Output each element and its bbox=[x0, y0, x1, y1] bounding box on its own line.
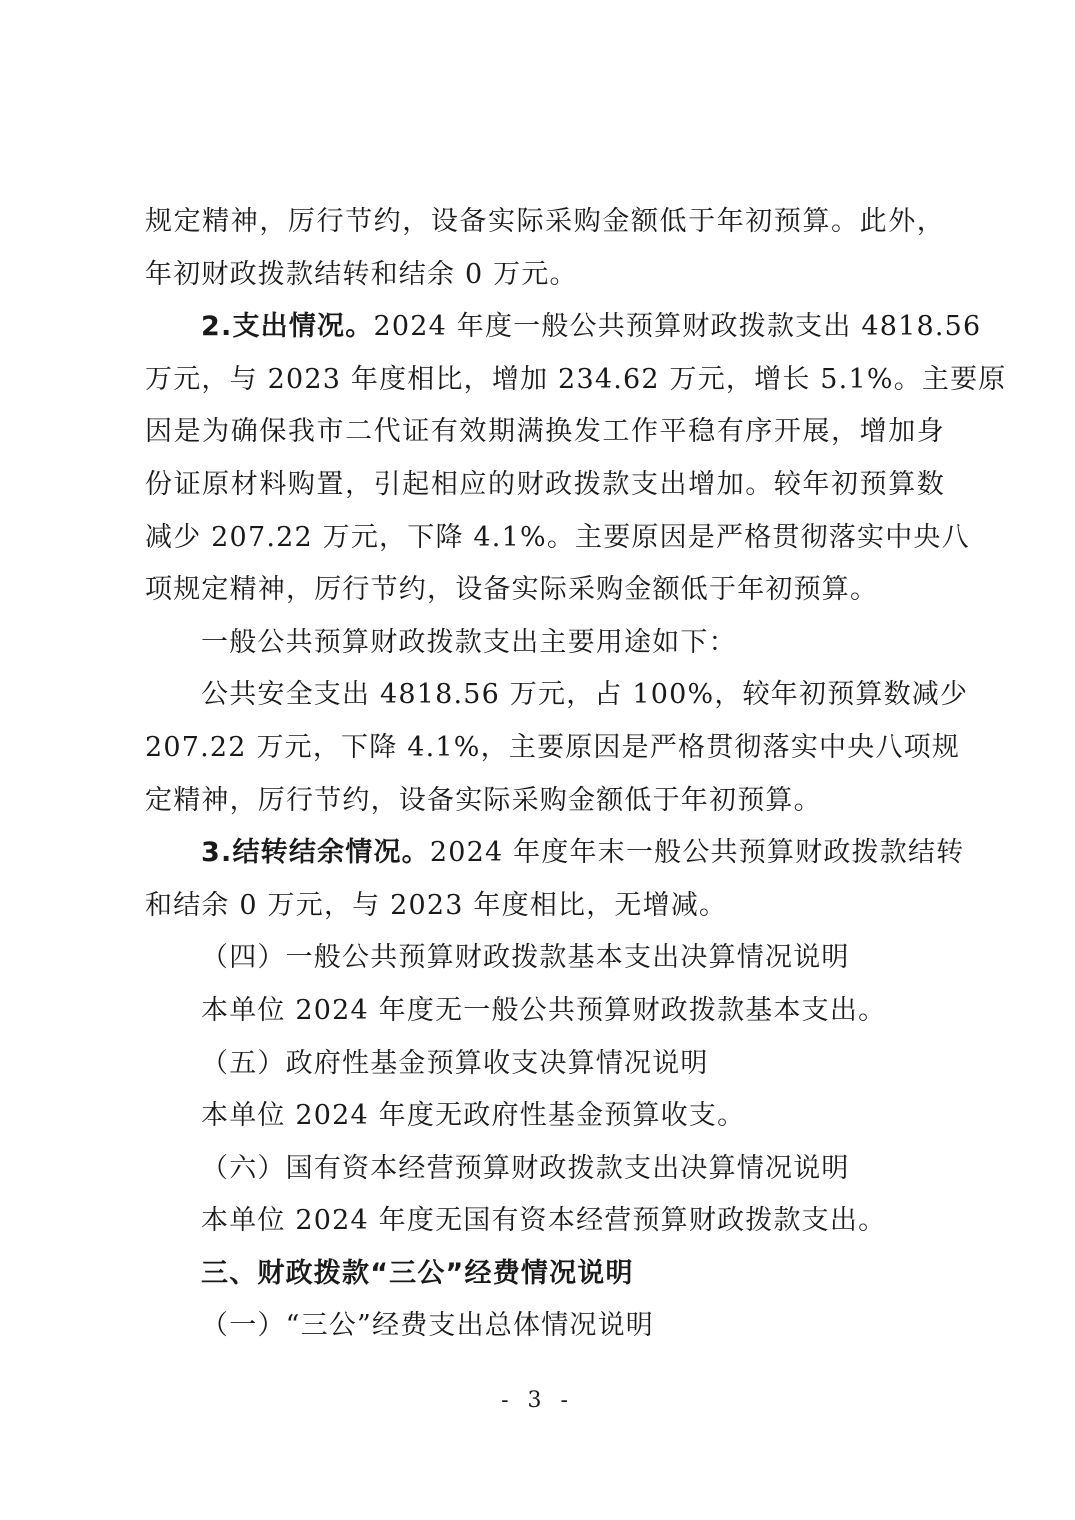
paragraph-line bbox=[145, 196, 945, 249]
paragraph-line bbox=[145, 1090, 945, 1143]
paragraph-line bbox=[145, 880, 945, 933]
paragraph-line bbox=[145, 406, 945, 459]
line-text: 和结余 0 万元，与 2023 年度相比，无增减。 bbox=[145, 889, 728, 921]
line-text: 207.22 万元，下降 4.1%，主要原因是严格贯彻落实中央八项规 bbox=[145, 731, 961, 763]
line-text: 本单位 2024 年度无国有资本经营预算财政拨款支出。 bbox=[201, 1205, 887, 1237]
line-text: 本单位 2024 年度无一般公共预算财政拨款基本支出。 bbox=[201, 994, 887, 1026]
paragraph-line bbox=[145, 617, 945, 670]
subsection-heading bbox=[145, 1143, 945, 1196]
line-text: 因是为确保我市二代证有效期满换发工作平稳有序开展，增加身 bbox=[145, 416, 945, 448]
line-text: （五）政府性基金预算收支决算情况说明 bbox=[201, 1047, 709, 1079]
line-text: 减少 207.22 万元，下降 4.1%。主要原因是严格贯彻落实中央八 bbox=[145, 521, 970, 553]
line-text: 公共安全支出 4818.56 万元，占 100%，较年初预算数减少 bbox=[201, 679, 969, 711]
line-text: 万元，与 2023 年度相比，增加 234.62 万元，增长 5.1%。主要原 bbox=[145, 363, 1007, 395]
line-text: 项规定精神，厉行节约，设备实际采购金额低于年初预算。 bbox=[145, 574, 879, 606]
paragraph-line bbox=[145, 985, 945, 1038]
paragraph-line bbox=[145, 512, 970, 565]
line-text: 2024 年度一般公共预算财政拨款支出 4818.56 bbox=[373, 311, 982, 343]
line-text: 规定精神，厉行节约，设备实际采购金额低于年初预算。此外， bbox=[145, 206, 945, 237]
section-paragraph-expenditure bbox=[145, 301, 982, 354]
subsection-heading bbox=[145, 1038, 945, 1091]
section-label-carryover: 3.结转结余情况。 bbox=[201, 837, 430, 869]
section-paragraph-carryover bbox=[145, 827, 965, 880]
line-text: 定精神，厉行节约，设备实际采购金额低于年初预算。 bbox=[145, 784, 822, 816]
paragraph-line bbox=[145, 722, 961, 775]
line-text: （四）一般公共预算财政拨款基本支出决算情况说明 bbox=[201, 942, 850, 974]
paragraph-line bbox=[145, 249, 945, 302]
line-text: 2024 年度年末一般公共预算财政拨款结转 bbox=[429, 837, 965, 869]
page-number: - 3 - bbox=[501, 1388, 574, 1413]
line-text: 本单位 2024 年度无政府性基金预算收支。 bbox=[201, 1100, 746, 1132]
subsection-heading bbox=[145, 1300, 945, 1353]
section-heading bbox=[145, 1248, 945, 1301]
section-label-expenditure: 2.支出情况。 bbox=[201, 311, 374, 343]
paragraph-line bbox=[145, 669, 969, 722]
line-text: （一）“三公”经费支出总体情况说明 bbox=[201, 1310, 655, 1342]
paragraph-line bbox=[145, 354, 1007, 407]
document-body bbox=[145, 196, 1007, 1353]
line-text: 三、财政拨款“三公”经费情况说明 bbox=[201, 1257, 634, 1289]
paragraph-line bbox=[145, 1195, 945, 1248]
line-text: 年初财政拨款结转和结余 0 万元。 bbox=[145, 258, 578, 290]
paragraph-line bbox=[145, 775, 945, 828]
paragraph-line bbox=[145, 564, 945, 617]
line-text: （六）国有资本经营预算财政拨款支出决算情况说明 bbox=[201, 1152, 850, 1184]
line-text: 一般公共预算财政拨款支出主要用途如下： bbox=[201, 626, 737, 658]
subsection-heading bbox=[145, 932, 945, 985]
line-text: 份证原材料购置，引起相应的财政拨款支出增加。较年初预算数 bbox=[145, 468, 945, 500]
paragraph-line bbox=[145, 459, 945, 512]
